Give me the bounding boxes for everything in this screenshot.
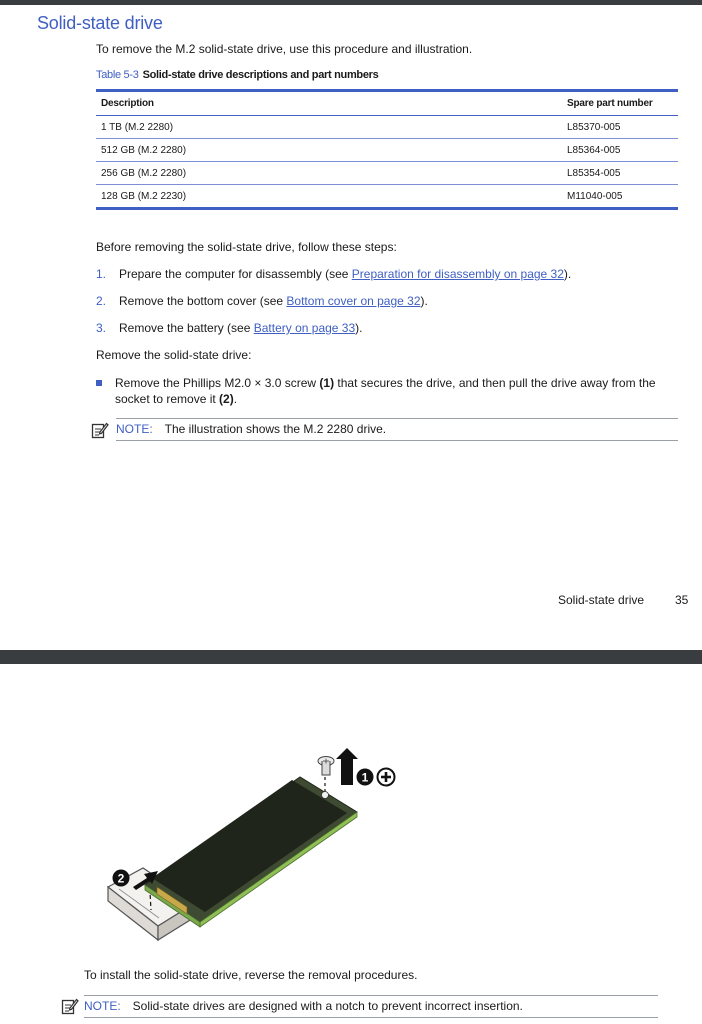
parts-table	[96, 89, 678, 210]
note-1	[116, 418, 678, 441]
link-bottom-cover[interactable]: Bottom cover on page 32	[286, 294, 421, 308]
header-spare-part: Spare part number	[562, 91, 678, 116]
intro-text: To remove the M.2 solid-state drive, use this procedure and illustration.	[96, 42, 473, 56]
table-row	[96, 139, 678, 162]
ssd-removal-illustration	[95, 735, 415, 960]
step-text-end: ).	[355, 321, 363, 335]
callout-2-label: 2	[117, 871, 125, 886]
row-description: 1 TB (M.2 2280)	[96, 116, 562, 139]
note-2	[84, 995, 658, 1018]
header-description: Description	[96, 91, 562, 116]
table-row	[96, 185, 678, 209]
arrow-up-icon	[336, 748, 358, 785]
link-battery[interactable]: Battery on page 33	[253, 321, 356, 335]
note-text: The illustration shows the M.2 2280 drive.	[164, 422, 387, 436]
row-description: 512 GB (M.2 2280)	[96, 139, 562, 162]
step-number: 1.	[96, 267, 107, 281]
removal-bullet	[96, 375, 676, 407]
step-text-end: ).	[563, 267, 572, 281]
row-part-number: L85370-005	[562, 116, 678, 139]
step-3	[96, 321, 363, 335]
row-description: 256 GB (M.2 2280)	[96, 162, 562, 185]
table-row	[96, 116, 678, 139]
row-description: 128 GB (M.2 2230)	[96, 185, 562, 209]
footer-section: Solid-state drive	[558, 593, 645, 607]
ssd-drive	[145, 777, 357, 927]
screw	[318, 757, 334, 776]
section-title: Solid-state drive	[37, 13, 163, 33]
table-caption	[96, 69, 378, 81]
note-text: Solid-state drives are designed with a notch to prevent incorrect insertion.	[132, 999, 523, 1013]
step-1	[96, 267, 571, 281]
callout-ref-2: (2)	[219, 392, 234, 406]
table-title: Solid-state drive descriptions and part numbers	[142, 69, 379, 81]
step-text: Remove the battery (see	[119, 321, 254, 335]
removal-heading: Remove the solid-state drive:	[96, 348, 252, 362]
step-text: Remove the bottom cover (see	[119, 294, 287, 308]
row-part-number: M11040-005	[562, 185, 678, 209]
row-part-number: L85364-005	[562, 139, 678, 162]
bullet-text: Remove the Phillips M2.0 × 3.0 screw	[115, 376, 320, 390]
bullet-marker	[96, 380, 102, 386]
callout-ref-1: (1)	[319, 376, 335, 390]
footer-page-number: 35	[675, 593, 689, 607]
bullet-text-mid: that secures the drive, and then pull the drive away from the socket to remove it	[115, 376, 656, 406]
note-label: NOTE:	[84, 999, 121, 1013]
step-text: Prepare the computer for disassembly (see	[119, 267, 352, 281]
note-pencil-icon	[91, 421, 109, 439]
table-number: Table 5-3	[96, 69, 139, 81]
install-text: To install the solid-state drive, reverse the removal procedures.	[84, 968, 418, 982]
note-label: NOTE:	[116, 422, 153, 436]
table-row	[96, 162, 678, 185]
page-35	[0, 5, 702, 650]
phillips-plus-icon	[378, 769, 395, 786]
page-separator	[0, 650, 702, 664]
note-pencil-icon	[61, 997, 79, 1015]
step-number: 3.	[96, 321, 107, 335]
link-preparation-for-disassembly[interactable]: Preparation for disassembly on page 32	[351, 267, 564, 281]
step-2	[96, 294, 428, 308]
prereq-intro: Before removing the solid-state drive, follow these steps:	[96, 240, 397, 254]
step-number: 2.	[96, 294, 107, 308]
row-part-number: L85354-005	[562, 162, 678, 185]
bullet-text-end: .	[233, 392, 238, 406]
table-header-row	[96, 91, 678, 116]
step-text-end: ).	[420, 294, 428, 308]
callout-1-label: 1	[361, 770, 369, 785]
